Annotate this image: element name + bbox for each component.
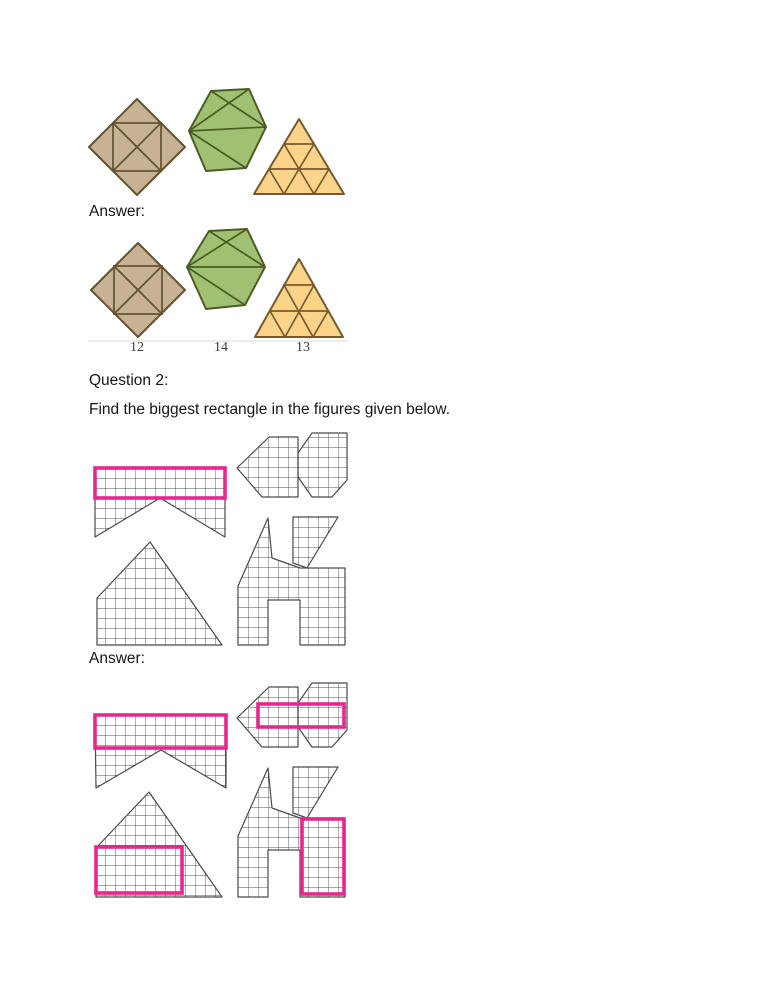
count-hexagon: 14	[214, 340, 228, 355]
figure-h-shape	[238, 767, 345, 897]
answer-label-1: Answer:	[89, 203, 145, 220]
figure-mountain	[97, 542, 222, 645]
shapes-answer-figure	[85, 225, 350, 345]
figure-double-arrow	[237, 683, 347, 747]
question-prompt: Find the biggest rectangle in the figures given below.	[89, 401, 451, 418]
answer-label-2: Answer:	[89, 650, 145, 667]
diamond-shape	[91, 243, 185, 337]
figure-bowtie	[95, 468, 225, 537]
triangle-shape	[255, 259, 343, 337]
figure-bowtie	[95, 715, 226, 788]
triangle-shape	[254, 119, 344, 194]
count-square: 12	[130, 340, 144, 355]
figure-double-arrow	[237, 433, 347, 497]
figure-h-shape	[238, 517, 345, 645]
shapes-question-figure	[85, 85, 350, 200]
hexagon-shape	[189, 89, 266, 171]
figure-mountain	[96, 792, 222, 897]
grid-answer-figure	[85, 675, 355, 903]
question-heading: Question 2:	[89, 372, 169, 389]
hexagon-shape	[187, 229, 265, 309]
grid-question-figure	[85, 425, 355, 653]
count-triangle: 13	[296, 340, 310, 355]
diamond-shape	[89, 99, 185, 195]
